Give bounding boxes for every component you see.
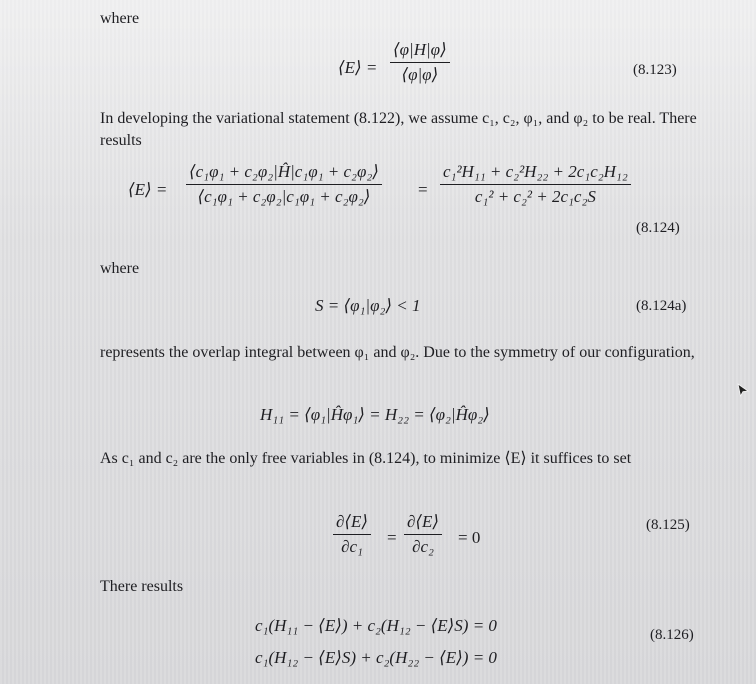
eq-8125-denominator-1: ∂c₁ (341, 537, 363, 556)
eq-8124a-number: (8.124a) (636, 298, 687, 314)
eq-8124-denominator-1: ⟨c₁φ₁ + c₂φ₂|c₁φ₁ + c₂φ₂⟩ (197, 187, 371, 206)
eq-8125-fraction-1 (333, 512, 371, 557)
eq-8124-number: (8.124) (636, 220, 680, 236)
eq-8126-line-2: c₁(H₁₂ − ⟨E⟩S) + c₂(H₂₂ − ⟨E⟩) = 0 (255, 648, 497, 667)
eq-8124-numerator-1: ⟨c₁φ₁ + c₂φ₂|Ĥ|c₁φ₁ + c₂φ₂⟩ (186, 162, 382, 185)
eq-8124-denominator-2: c₁² + c₂² + 2c₁c₂S (474, 187, 596, 206)
eq-8124-equals: = (418, 180, 428, 199)
eq-8123-fraction (390, 40, 450, 85)
eq-8123-numerator: ⟨φ|H|φ⟩ (390, 40, 450, 63)
eq-8124a-body: S = ⟨φ₁|φ₂⟩ < 1 (315, 296, 421, 315)
eq-8123-denominator: ⟨φ|φ⟩ (401, 65, 439, 84)
there-results-label: There results (100, 578, 184, 595)
eq-8123-number: (8.123) (633, 62, 677, 78)
eq-8123-lhs: ⟨E⟩ = (338, 58, 378, 77)
where-label-top: where (100, 10, 140, 27)
eq-8126-number: (8.126) (650, 627, 694, 643)
eq-8124-lhs: ⟨E⟩ = (128, 180, 168, 199)
mouse-pointer-icon (736, 383, 750, 399)
eq-8125-equals: = (387, 528, 397, 547)
paragraph-variational: In developing the variational statement (8.122), we assume c₁, c₂, φ₁, and φ₂ to be real. There results (100, 110, 697, 149)
eq-hamiltonian-symmetry: H₁₁ = ⟨φ₁|Ĥφ₁⟩ = H₂₂ = ⟨φ₂|Ĥφ₂⟩ (260, 405, 490, 424)
where-label-second: where (100, 260, 140, 277)
eq-8125-denominator-2: ∂c₂ (412, 537, 434, 556)
eq-8126-line-1: c₁(H₁₁ − ⟨E⟩) + c₂(H₁₂ − ⟨E⟩S) = 0 (255, 616, 497, 635)
eq-8125-numerator-2: ∂⟨E⟩ (404, 512, 442, 535)
eq-8125-rhs: = 0 (458, 528, 481, 547)
eq-8125-numerator-1: ∂⟨E⟩ (333, 512, 371, 535)
paragraph-minimize: As c₁ and c₂ are the only free variables in (8.124), to minimize ⟨E⟩ it suffices to set (100, 450, 632, 467)
eq-8124-fraction-1 (186, 162, 382, 207)
eq-8124-fraction-2 (440, 162, 631, 207)
eq-8125-number: (8.125) (646, 517, 690, 533)
eq-8125-fraction-2 (404, 512, 442, 557)
paragraph-overlap: represents the overlap integral between φ₁ and φ₂. Due to the symmetry of our configuration, (100, 344, 695, 361)
eq-8124-numerator-2: c₁²H₁₁ + c₂²H₂₂ + 2c₁c₂H₁₂ (440, 162, 631, 185)
